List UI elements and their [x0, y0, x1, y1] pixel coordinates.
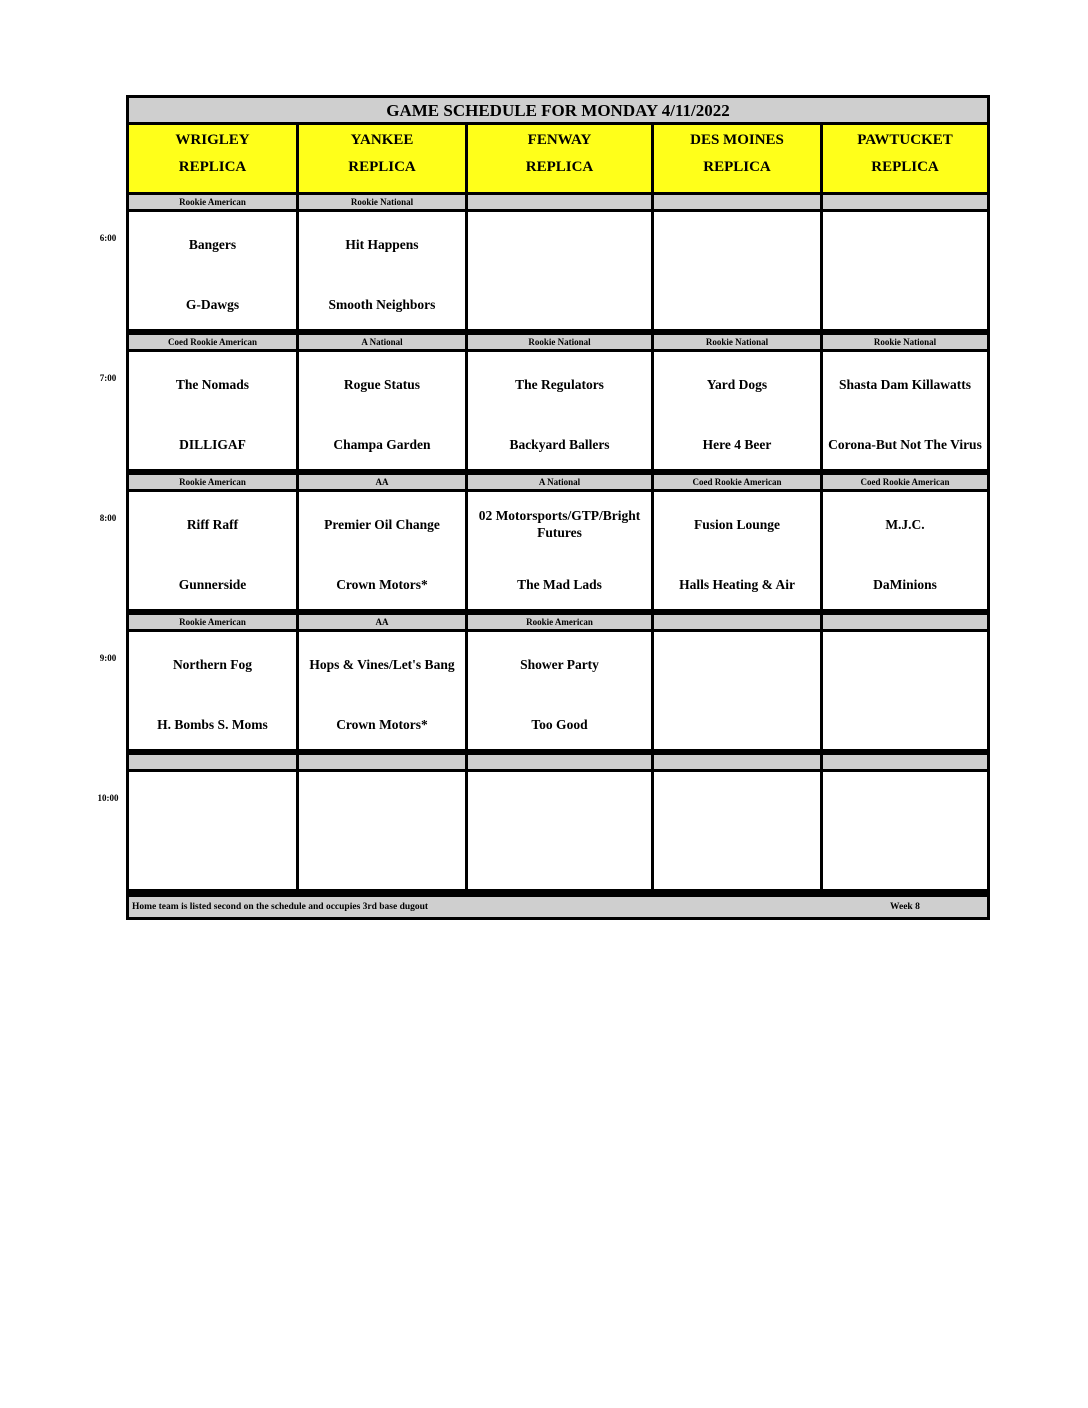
home-team: Smooth Neighbors	[328, 296, 436, 312]
home-team	[823, 284, 987, 324]
game-cell	[299, 632, 465, 749]
away-team: 02 Motorsports/GTP/Bright Futures	[478, 508, 641, 540]
home-team	[468, 844, 651, 884]
away-team	[654, 784, 820, 824]
game-cell	[129, 632, 296, 749]
away-team: The Regulators	[515, 376, 604, 392]
field-name: FENWAY	[527, 132, 592, 148]
game-cell	[654, 352, 820, 469]
division-label: Rookie American	[129, 615, 296, 629]
home-team: The Mad Lads	[517, 576, 602, 592]
division-label	[654, 195, 820, 209]
division-label: Rookie National	[654, 335, 820, 349]
away-team	[823, 784, 987, 824]
home-team: Too Good	[531, 716, 588, 732]
away-team	[823, 644, 987, 684]
away-team: M.J.C.	[885, 516, 925, 532]
home-team: Champa Garden	[333, 436, 431, 452]
game-cell	[823, 492, 987, 609]
division-label	[823, 195, 987, 209]
away-team: Fusion Lounge	[694, 516, 780, 532]
field-subtitle: REPLICA	[525, 159, 594, 175]
week-label: Week 8	[890, 902, 920, 912]
division-label: Rookie National	[468, 335, 651, 349]
game-cell	[654, 772, 820, 889]
division-label	[654, 755, 820, 769]
division-label: Rookie National	[299, 195, 465, 209]
field-header-3	[468, 125, 651, 192]
division-label: Coed Rookie American	[129, 335, 296, 349]
field-subtitle: REPLICA	[348, 159, 416, 175]
home-team: Backyard Ballers	[509, 436, 610, 452]
field-header-1	[129, 125, 296, 192]
game-cell	[654, 492, 820, 609]
home-team	[823, 844, 987, 884]
away-team	[129, 784, 296, 824]
time-label: 10:00	[97, 793, 119, 803]
division-label: AA	[299, 615, 465, 629]
field-subtitle: REPLICA	[178, 159, 247, 175]
away-team	[468, 224, 651, 264]
division-label: Coed Rookie American	[654, 475, 820, 489]
away-team: The Nomads	[175, 376, 250, 392]
game-cell	[823, 772, 987, 889]
home-team: Here 4 Beer	[702, 436, 772, 452]
game-cell	[823, 212, 987, 329]
home-team	[129, 844, 296, 884]
away-team: Northern Fog	[172, 656, 253, 672]
time-label: 6:00	[99, 233, 117, 243]
game-cell	[299, 212, 465, 329]
game-cell	[129, 492, 296, 609]
home-team	[299, 844, 465, 884]
division-label	[823, 615, 987, 629]
away-team: Hops & Vines/Let's Bang	[309, 656, 455, 672]
division-label: Rookie American	[129, 195, 296, 209]
division-label: A National	[468, 475, 651, 489]
home-team: Corona-But Not The Virus	[828, 436, 982, 452]
away-team	[654, 224, 820, 264]
field-name: DES MOINES	[690, 132, 784, 148]
game-cell	[468, 492, 651, 609]
field-header-2	[299, 125, 465, 192]
away-team	[823, 224, 987, 264]
away-team: Riff Raff	[186, 516, 239, 532]
division-label: Rookie National	[823, 335, 987, 349]
field-subtitle: REPLICA	[703, 159, 771, 175]
away-team: Premier Oil Change	[324, 516, 440, 532]
game-cell	[299, 352, 465, 469]
division-label	[468, 195, 651, 209]
game-cell	[299, 492, 465, 609]
field-header-5	[823, 125, 987, 192]
schedule-table	[126, 95, 990, 920]
away-team: Hit Happens	[345, 236, 419, 252]
away-team: Bangers	[188, 236, 237, 252]
division-label	[129, 755, 296, 769]
away-team: Rogue Status	[343, 376, 421, 392]
home-team: Crown Motors*	[336, 576, 428, 592]
home-team: Gunnerside	[178, 576, 247, 592]
game-cell	[468, 352, 651, 469]
division-label: A National	[299, 335, 465, 349]
home-team-note: Home team is listed second on the schedule and occupies 3rd base dugout	[132, 902, 429, 912]
field-name: YANKEE	[350, 132, 414, 148]
home-team: Halls Heating & Air	[679, 576, 795, 592]
home-team: DILLIGAF	[179, 436, 246, 452]
game-cell	[129, 212, 296, 329]
game-cell	[129, 352, 296, 469]
game-cell	[654, 632, 820, 749]
game-cell	[468, 772, 651, 889]
division-label	[654, 615, 820, 629]
field-name: WRIGLEY	[175, 132, 250, 148]
time-label: 7:00	[99, 373, 117, 383]
away-team	[468, 784, 651, 824]
division-label	[299, 755, 465, 769]
home-team	[654, 704, 820, 744]
home-team	[654, 284, 820, 324]
away-team: Yard Dogs	[706, 376, 768, 392]
home-team: Crown Motors*	[336, 716, 428, 732]
division-label: Rookie American	[129, 475, 296, 489]
field-name: PAWTUCKET	[857, 132, 953, 148]
game-cell	[468, 632, 651, 749]
game-cell	[823, 352, 987, 469]
away-team	[299, 784, 465, 824]
division-label	[823, 755, 987, 769]
home-team: G-Dawgs	[185, 296, 240, 312]
time-label: 9:00	[99, 653, 117, 663]
game-cell	[299, 772, 465, 889]
game-cell	[654, 212, 820, 329]
away-team: Shower Party	[520, 656, 599, 672]
home-team: DaMinions	[873, 576, 937, 592]
division-label	[468, 755, 651, 769]
division-label: Rookie American	[468, 615, 651, 629]
schedule-title: GAME SCHEDULE FOR MONDAY 4/11/2022	[129, 98, 987, 122]
game-cell	[468, 212, 651, 329]
game-cell	[823, 632, 987, 749]
field-subtitle: REPLICA	[871, 159, 939, 175]
game-cell	[129, 772, 296, 889]
home-team	[823, 704, 987, 744]
division-label: AA	[299, 475, 465, 489]
field-header-4	[654, 125, 820, 192]
away-team	[654, 644, 820, 684]
division-label: Coed Rookie American	[823, 475, 987, 489]
schedule-footer	[129, 897, 987, 917]
away-team: Shasta Dam Killawatts	[838, 376, 971, 392]
home-team	[468, 284, 651, 324]
home-team	[654, 844, 820, 884]
home-team: H. Bombs S. Moms	[157, 716, 268, 732]
time-label: 8:00	[99, 513, 117, 523]
